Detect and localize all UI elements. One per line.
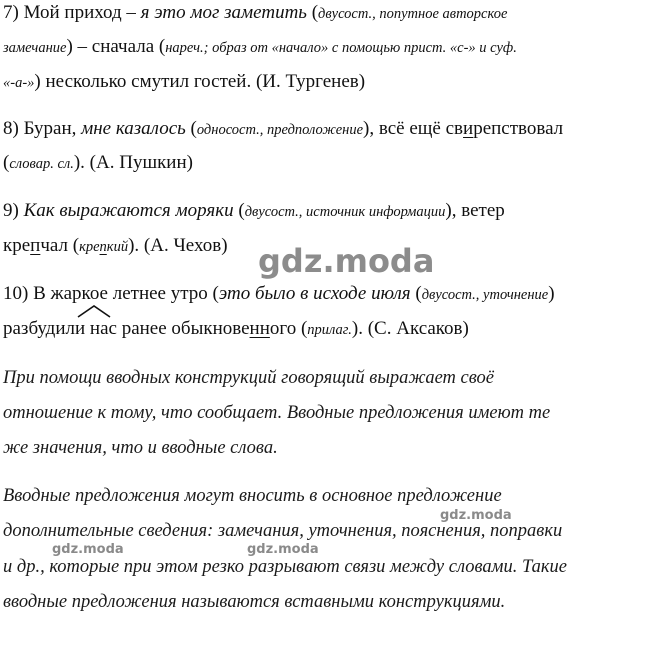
rule-2-line-4: вводные предложения называются вставными конструкциями. xyxy=(3,592,506,612)
text-segment: ) несколько смутил гостей. (И. Тургенев) xyxy=(34,71,366,92)
rule-1-line-3: же значения, что и вводные слова. xyxy=(3,438,278,458)
watermark: gdz.moda xyxy=(247,542,319,557)
annotation: двусост., попутное авторское xyxy=(318,6,508,22)
example-8-line-2 xyxy=(3,151,193,176)
annotation: кре xyxy=(79,239,100,255)
example-8-line-1 xyxy=(3,117,563,142)
annotation: «-а-» xyxy=(3,75,35,91)
example-9-line-1 xyxy=(3,199,505,224)
example-7-line-1 xyxy=(3,1,507,26)
annotation: прилаг. xyxy=(307,322,352,338)
text-segment: ). (С. Аксаков) xyxy=(351,318,469,339)
annotation: двусост., уточнение xyxy=(421,287,549,303)
text-segment: разбудили нас ранее обыкнове xyxy=(3,318,250,339)
text-segment: Буран, xyxy=(18,118,82,139)
introductory-clause: мне казалось xyxy=(81,118,186,139)
text-segment: ( xyxy=(306,2,319,23)
text-segment: ( xyxy=(3,152,10,173)
underlined-letters: нн xyxy=(249,318,270,339)
text-segment: ( xyxy=(233,200,245,221)
example-number: 9) xyxy=(3,200,19,221)
rule-2-line-2: дополнительные сведения: замечания, уточнения, пояснения, поправки xyxy=(3,521,563,541)
text-segment: В жаркое летнее утро ( xyxy=(28,283,219,304)
text-segment: чал ( xyxy=(40,235,80,256)
watermark: gdz.moda xyxy=(52,542,124,557)
text-segment: ого ( xyxy=(269,318,308,339)
underlined-letter: и xyxy=(463,118,474,139)
example-9-line-2 xyxy=(3,234,228,259)
text-segment: ). (А. Пушкин) xyxy=(73,152,193,173)
example-7-line-3 xyxy=(3,70,365,95)
annotation: кий xyxy=(106,239,129,255)
example-10-line-2 xyxy=(3,317,469,342)
rule-1-line-2: отношение к тому, что сообщает. Вводные предложения имеют те xyxy=(3,403,551,423)
text-segment: Мой приход – xyxy=(23,2,141,23)
annotation: словар. сл. xyxy=(9,156,74,172)
text-segment: репствовал xyxy=(473,118,564,139)
text-segment: ) xyxy=(548,283,555,304)
watermark: gdz.moda xyxy=(440,508,512,523)
text-segment: кре xyxy=(3,235,31,256)
rule-2-line-3: и др., которые при этом резко разрывают связи между словами. Такие xyxy=(3,557,567,577)
annotation: односост., предположение xyxy=(196,122,364,138)
introductory-clause: я это мог заметить xyxy=(140,2,307,23)
text-segment: ) – сначала ( xyxy=(66,36,166,57)
introductory-clause: это было в исходе июля xyxy=(218,283,411,304)
example-number: 7) xyxy=(3,2,19,23)
example-7-line-2 xyxy=(3,35,517,60)
rule-2-line-1: Вводные предложения могут вносить в основное предложение xyxy=(3,486,502,506)
annotation: нареч.; образ от «начало» с помощью прист. «с-» и суф. xyxy=(165,40,517,56)
introductory-clause: Как выражаются моряки xyxy=(18,200,234,221)
ending-arc-icon xyxy=(76,304,112,318)
underlined-letter: п xyxy=(30,235,41,256)
text-segment: ), всё ещё св xyxy=(363,118,464,139)
watermark: gdz.moda xyxy=(258,242,435,280)
annotation: замечание xyxy=(3,40,67,56)
text-segment: ( xyxy=(410,283,422,304)
text-segment: ). (А. Чехов) xyxy=(128,235,228,256)
rule-1-line-1: При помощи вводных конструкций говорящий выражает своё xyxy=(3,368,494,388)
text-segment: ( xyxy=(185,118,197,139)
underlined-letter: п xyxy=(99,239,107,255)
annotation: двусост., источник информации xyxy=(244,204,446,220)
example-number: 10) xyxy=(3,283,29,304)
text-segment: ), ветер xyxy=(445,200,505,221)
example-number: 8) xyxy=(3,118,19,139)
